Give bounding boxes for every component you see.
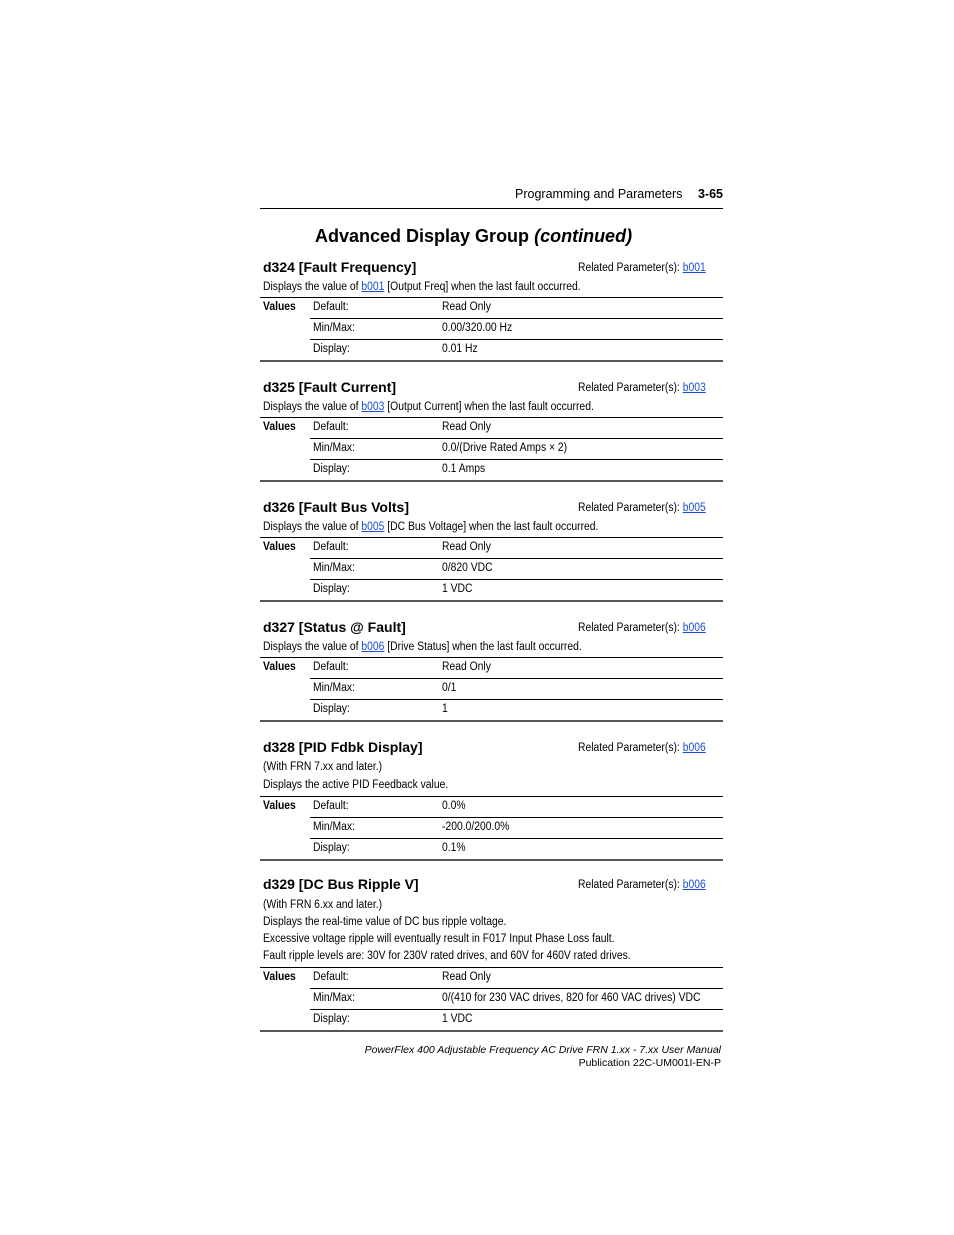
display-value: 1 VDC <box>442 1013 473 1025</box>
display-value: 0.1 Amps <box>442 463 486 475</box>
related-link[interactable]: b006 <box>682 742 706 754</box>
related-link[interactable]: b005 <box>682 502 706 514</box>
related-params: Related Parameter(s): b006 <box>578 742 706 754</box>
desc-link[interactable]: b001 <box>361 281 385 293</box>
param-description: Displays the value of b006 [Drive Status] when the last fault occurred. <box>263 641 582 653</box>
page-footer <box>365 1044 721 1070</box>
related-params: Related Parameter(s): b003 <box>578 382 706 394</box>
manual-title: PowerFlex 400 Adjustable Frequency AC Drive FRN 1.xx - 7.xx User Manual <box>364 1044 721 1056</box>
frn-note: (With FRN 6.xx and later.) <box>263 899 383 911</box>
default-value: Read Only <box>442 661 491 673</box>
values-heading: Values <box>263 421 296 433</box>
default-row: Default: Read Only <box>310 418 723 438</box>
display-row: Display: 1 VDC <box>310 579 723 600</box>
display-row: Display: 1 <box>310 699 723 720</box>
values-table <box>260 537 723 602</box>
param-title: d327 [Status @ Fault] <box>263 619 406 635</box>
page-header <box>260 184 723 209</box>
param-title: d328 [PID Fdbk Display] <box>263 739 423 755</box>
related-link[interactable]: b001 <box>682 262 706 274</box>
minmax-row: Min/Max: 0/(410 for 230 VAC drives, 820 for 460 VAC drives) VDC <box>310 988 723 1009</box>
param-title: d326 [Fault Bus Volts] <box>263 499 409 515</box>
display-row: Display: 0.1% <box>310 838 723 859</box>
param-title: d324 [Fault Frequency] <box>263 259 417 275</box>
section-title: Programming and Parameters <box>515 187 683 201</box>
param-description: Displays the value of b005 [DC Bus Voltage] when the last fault occurred. <box>263 521 599 533</box>
minmax-row: Min/Max: 0.0/(Drive Rated Amps × 2) <box>310 438 723 459</box>
values-table <box>260 297 723 362</box>
default-value: Read Only <box>442 301 491 313</box>
minmax-value: 0/(410 for 230 VAC drives, 820 for 460 VAC drives) VDC <box>442 992 701 1004</box>
display-row: Display: 0.01 Hz <box>310 339 723 360</box>
default-row: Default: 0.0% <box>310 797 723 817</box>
minmax-value: 0/820 VDC <box>442 562 493 574</box>
related-link[interactable]: b003 <box>682 382 706 394</box>
display-row: Display: 1 VDC <box>310 1009 723 1030</box>
display-value: 1 VDC <box>442 583 473 595</box>
default-row: Default: Read Only <box>310 658 723 678</box>
minmax-value: 0.0/(Drive Rated Amps × 2) <box>442 442 568 454</box>
related-link[interactable]: b006 <box>682 879 706 891</box>
default-value: Read Only <box>442 541 491 553</box>
page-number: 3-65 <box>697 187 723 201</box>
minmax-row: Min/Max: 0.00/320.00 Hz <box>310 318 723 339</box>
param-title: d325 [Fault Current] <box>263 379 397 395</box>
desc-link[interactable]: b006 <box>361 641 385 653</box>
display-row: Display: 0.1 Amps <box>310 459 723 480</box>
related-params: Related Parameter(s): b006 <box>578 879 706 891</box>
minmax-value: 0.00/320.00 Hz <box>442 322 513 334</box>
minmax-row: Min/Max: 0/820 VDC <box>310 558 723 579</box>
param-description: Displays the active PID Feedback value. <box>263 779 449 791</box>
default-value: Read Only <box>442 971 491 983</box>
display-value: 1 <box>442 703 448 715</box>
values-table <box>260 417 723 482</box>
param-description-2: Excessive voltage ripple will eventually result in F017 Input Phase Loss fault. <box>263 933 615 945</box>
continued-label: (continued) <box>534 226 633 246</box>
values-heading: Values <box>263 541 296 553</box>
values-heading: Values <box>263 971 296 983</box>
related-link[interactable]: b006 <box>682 622 706 634</box>
display-value: 0.01 Hz <box>442 343 478 355</box>
minmax-value: -200.0/200.0% <box>442 821 510 833</box>
default-row: Default: Read Only <box>310 968 723 988</box>
default-value: 0.0% <box>442 800 466 812</box>
related-params: Related Parameter(s): b001 <box>578 262 706 274</box>
values-table <box>260 657 723 722</box>
minmax-row: Min/Max: 0/1 <box>310 678 723 699</box>
group-title-text: Advanced Display Group <box>315 226 530 246</box>
values-heading: Values <box>263 301 296 313</box>
desc-link[interactable]: b005 <box>361 521 385 533</box>
display-value: 0.1% <box>442 842 466 854</box>
param-description: Displays the value of b001 [Output Freq] when the last fault occurred. <box>263 281 581 293</box>
related-params: Related Parameter(s): b006 <box>578 622 706 634</box>
group-title <box>315 226 632 247</box>
values-heading: Values <box>263 800 296 812</box>
default-row: Default: Read Only <box>310 538 723 558</box>
related-params: Related Parameter(s): b005 <box>578 502 706 514</box>
minmax-row: Min/Max: -200.0/200.0% <box>310 817 723 838</box>
param-description: Displays the real-time value of DC bus ripple voltage. <box>263 916 507 928</box>
default-row: Default: Read Only <box>310 298 723 318</box>
values-table <box>260 967 723 1032</box>
param-title: d329 [DC Bus Ripple V] <box>263 876 419 892</box>
values-table <box>260 796 723 861</box>
publication-number: Publication 22C-UM001I-EN-P <box>578 1057 721 1069</box>
default-value: Read Only <box>442 421 491 433</box>
frn-note: (With FRN 7.xx and later.) <box>263 761 383 773</box>
minmax-value: 0/1 <box>442 682 457 694</box>
desc-link[interactable]: b003 <box>361 401 385 413</box>
param-description-3: Fault ripple levels are: 30V for 230V rated drives, and 60V for 460V rated drives. <box>263 950 631 962</box>
values-heading: Values <box>263 661 296 673</box>
param-description: Displays the value of b003 [Output Current] when the last fault occurred. <box>263 401 594 413</box>
